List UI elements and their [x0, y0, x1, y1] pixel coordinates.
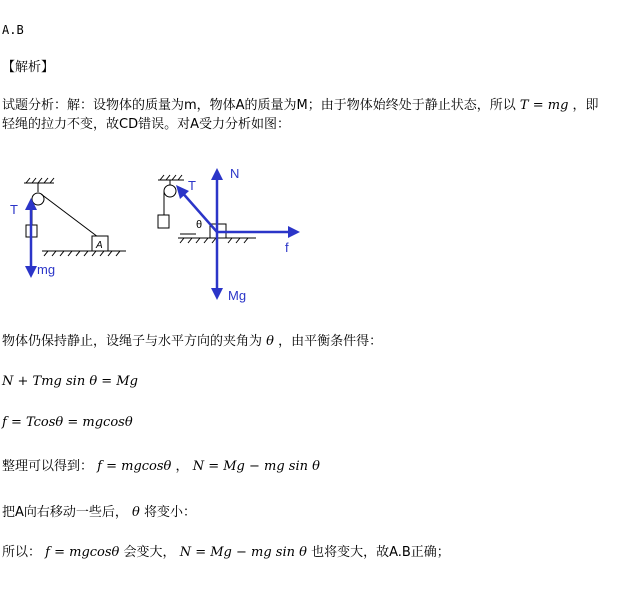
equation-1: N + Tmg sin θ = Mg [2, 374, 138, 389]
theta-symbol: θ [266, 334, 274, 349]
equilibrium-prefix: 物体仍保持静止，设绳子与水平方向的夹角为 [2, 334, 263, 349]
answer-text: A.B [2, 23, 24, 37]
move-suffix: 将变小： [144, 505, 197, 520]
result-separator: ， [175, 459, 189, 474]
right-label-n: N [230, 166, 240, 181]
equilibrium-suffix: ，由平衡条件得： [278, 334, 383, 349]
section-title: 【解析】 [2, 60, 55, 75]
theta-symbol-2: θ [132, 505, 140, 520]
right-label-mg: Mg [228, 288, 247, 303]
final-suffix: 也将变大，故A.B正确； [311, 545, 450, 560]
equilibrium-line [2, 334, 382, 350]
final-f-formula: f = mgcosθ [45, 545, 120, 560]
right-label-theta: θ [196, 219, 203, 231]
formula-t-equals-mg: T = mg [519, 98, 569, 113]
mg-arrow-head-right [211, 288, 223, 300]
n-arrow-head [211, 168, 223, 180]
final-line [2, 545, 450, 561]
final-prefix: 所以： [2, 545, 42, 560]
analysis-line-1 [2, 98, 599, 114]
figure-right-diagram [150, 160, 310, 310]
right-label-f: f [285, 240, 289, 255]
result-f-formula: f = mgcosθ [97, 459, 172, 474]
left-label-t: T [10, 202, 18, 217]
pulley-icon-right [164, 185, 176, 197]
move-line [2, 505, 196, 521]
result-prefix: 整理可以得到： [2, 459, 94, 474]
analysis-intro-suffix: ，即 [572, 98, 599, 113]
final-n-formula: N = Mg − mg sin θ [179, 545, 307, 560]
f-arrow-head [288, 226, 300, 238]
left-label-mg: mg [37, 262, 56, 277]
move-prefix: 把A向右移动一些后， [2, 505, 128, 520]
right-label-t: T [188, 178, 196, 193]
mg-arrow-head [25, 266, 37, 278]
analysis-intro-prefix: 试题分析：解：设物体的质量为m，物体A的质量为M；由于物体始终处于静止状态，所以 [2, 98, 516, 113]
block-a-label: A [96, 240, 103, 251]
figure-left-diagram [10, 170, 140, 285]
analysis-line-2: 轻绳的拉力不变，故CD错误。对A受力分析如图： [2, 117, 290, 132]
final-mid: 会变大， [123, 545, 176, 560]
result-line [2, 459, 320, 475]
equation-2: f = Tcosθ = mgcosθ [2, 415, 133, 430]
result-n-formula: N = Mg − mg sin θ [192, 459, 320, 474]
